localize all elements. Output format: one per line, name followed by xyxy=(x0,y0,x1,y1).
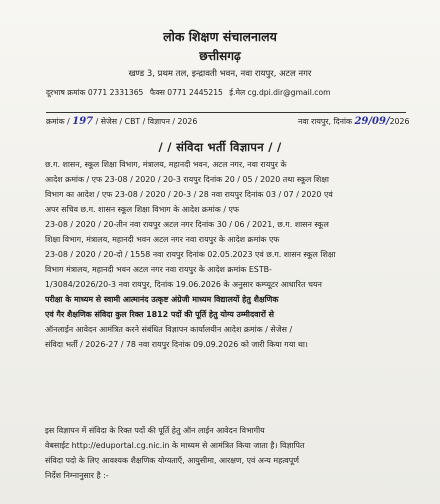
handwritten-number: 197 xyxy=(72,116,94,127)
handwritten-date: 29/09/ xyxy=(354,116,390,127)
text-line: संविदा भर्ती / 2026-27 / 78 नवा रायपुर दिनांक 09.09.2026 को जारी किया गया था। xyxy=(45,340,308,349)
office-address: खण्ड 3, प्रथम तल, इन्द्रावती भवन, नवा रायपुर, अटल नगर xyxy=(128,69,312,79)
text-line: 23-08 / 2020 / 20-तीन नवा रायपुर अटल नगर दिनांक 30 / 06 / 2021, छ.ग. शासन स्कूल xyxy=(45,220,329,229)
text-line: संविदा पदो के लिए आवश्यक शैक्षणिक योग्यताएँ, आयुसीमा, आरक्षण, एवं अन्य महत्वपूर्ण xyxy=(45,456,299,465)
text-line: 1/3084/2026/20-3 नवा रायपुर, दिनांक 19.06.2026 के अनुसार कम्प्यूटर आधारित चयन xyxy=(45,280,322,289)
text-line: वेबसाईट http://eduportal.cg.nic.in के माध्यम से आमंत्रित किया जाता है। विज्ञापित xyxy=(45,441,305,450)
text-line: अपर सचिव छ.ग. शासन स्कूल शिक्षा विभाग के आदेश क्रमांक / एफ xyxy=(45,205,239,214)
date-prefix: नवा रायपुर, दिनांक xyxy=(298,117,352,126)
date-year: 2026 xyxy=(389,117,410,126)
notice-title: / / संविदा भर्ती विज्ञापन / / xyxy=(158,140,282,154)
paragraph-1 xyxy=(45,157,397,352)
state-name: छत्तीसगढ़ xyxy=(199,49,241,63)
reference-number xyxy=(46,116,197,127)
text-line: एवं गैर शैक्षणिक संविदा कुल रिक्त 1812 पदों की पूर्ति हेतु योग्य उम्मीदवारों से xyxy=(45,310,274,319)
paragraph-2 xyxy=(45,423,397,483)
text-line: आदेश क्रमांक / एफ 23-08 / 2020 / 20-3 रायपुर दिनांक 20 / 05 / 2020 तथा स्कूल शिक्षा xyxy=(45,175,329,184)
text-line: विभाग का आदेश / एफ 23-08 / 2020 / 20-3 / 28 नवा रायपुर दिनांक 03 / 07 / 2020 एवं xyxy=(45,190,333,199)
text-line: ऑनलाईन आवेदन आमंत्रित करने संबंधित विज्ञापन कार्यालयीन आदेश क्रमांक / सेजेस / xyxy=(45,325,293,334)
phone-number: दूरभाष क्रमांक 0771 2331365 xyxy=(46,88,144,97)
text-line: इस विज्ञापन में संविदा के रिक्त पदों की पूर्ति हेतु ऑन लाईन आवेदन विभागीय xyxy=(45,426,265,435)
office-name: लोक शिक्षण संचालनालय xyxy=(163,29,277,44)
reference-suffix: / सेजेस / CBT / विज्ञापन / 2026 xyxy=(95,117,198,126)
contact-line xyxy=(46,88,396,98)
reference-prefix: क्रमांक / xyxy=(46,117,70,126)
text-line: विभाग मंत्रालय, महानदी भवन अटल नगर नवा रायपुर के आदेश क्रमांक ESTB- xyxy=(45,265,272,274)
fax-number: फैक्स 0771 2445215 xyxy=(149,88,223,97)
reference-date xyxy=(298,116,409,127)
text-line: निर्देश निम्नानुसार है :- xyxy=(45,471,109,480)
reference-line xyxy=(46,112,410,127)
text-line: परीक्षा के माध्यम से स्वामी आत्मानंद उत्कृष्ट अंग्रेजी माध्यम विद्यालयों हेतु शैक्षणिक xyxy=(45,295,279,304)
email-address: ई.मेल cg.dpi.dir@gmail.com xyxy=(229,88,331,97)
text-line: छ.ग. शासन, स्कूल शिक्षा विभाग, मंत्रालय, महानदी भवन, अटल नगर, नवा रायपुर के xyxy=(45,160,287,169)
text-line: शिक्षा विभाग, मंत्रालय, महानदी भवन अटल नगर नवा रायपुर के आदेश क्रमांक एफ xyxy=(45,235,280,244)
text-line: 23-08 / 2020 / 20-दो / 1558 नवा रायपुर दिनांक 02.05.2023 एवं छ.ग. शासन स्कूल शिक्षा xyxy=(45,250,336,259)
